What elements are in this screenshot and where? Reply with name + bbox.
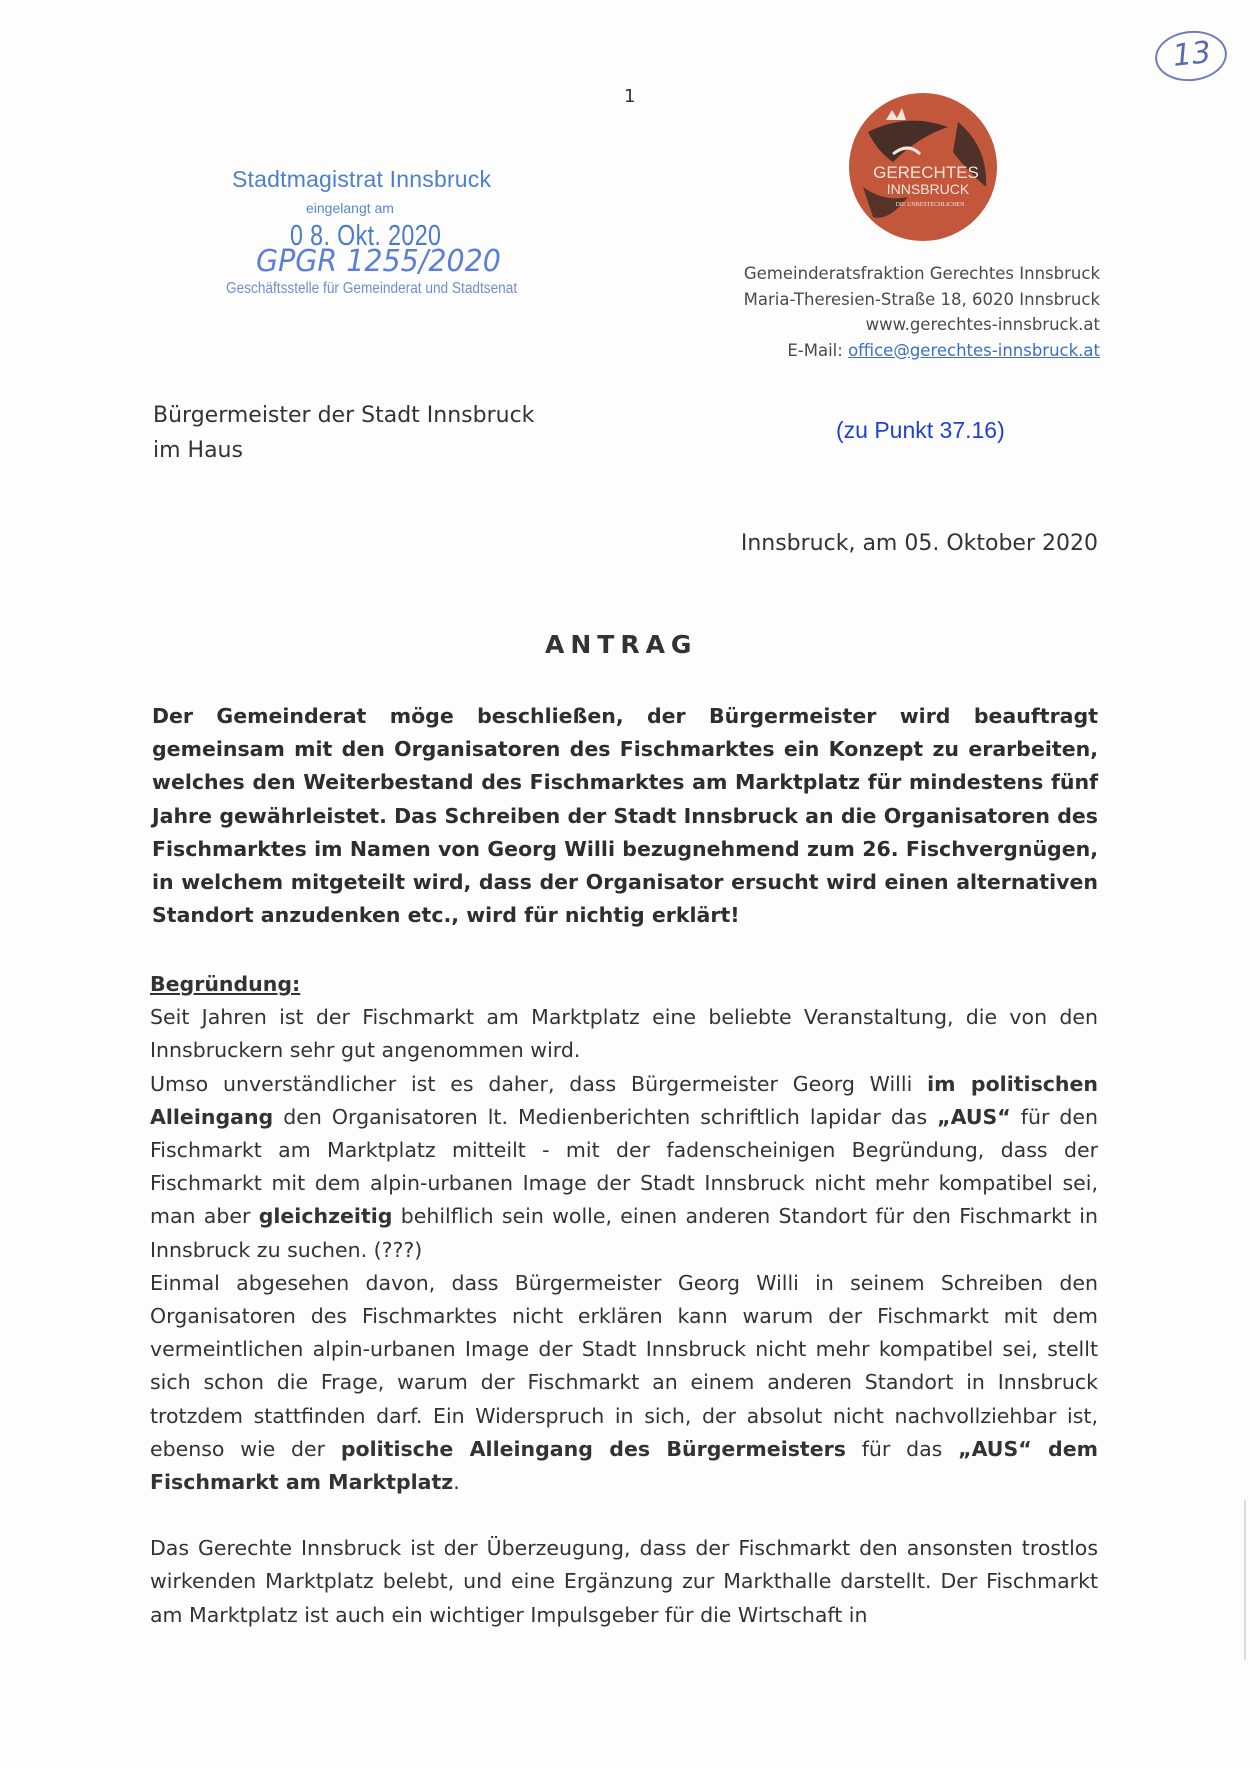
- paragraph-gap: [150, 1499, 1098, 1532]
- p3-bold-b: politische Alleingang des Bürgermeisters: [340, 1436, 846, 1461]
- sender-email-label: E-Mail:: [787, 340, 849, 360]
- sender-website[interactable]: www.gerechtes-innsbruck.at: [865, 315, 1100, 334]
- p2-text-e: für den Fischmarkt am Marktplatz mitteilt - mit der fadenscheinigen Begründung, dass der Fischmarkt mit dem alpin-urbanen Image der Stadt Innsbruck nicht mehr kompatibel sei, man aber: [150, 1104, 1099, 1229]
- justification-section: [150, 968, 1098, 1632]
- logo-line1: GERECHTES: [873, 163, 979, 182]
- sender-address: Maria-Theresien-Straße 18, 6020 Innsbruck: [743, 289, 1100, 309]
- p2-text-c: den Organisatoren lt. Medienberichten schriftlich lapidar das: [273, 1104, 938, 1129]
- motion-text: Der Gemeinderat möge beschließen, der Bürgermeister wird beauftragt gemeinsam mit den Organisatoren des Fischmarktes ein Konzept zu erarbeiten, welches den Weiterbestand des Fischmarktes am Marktplatz für mindestens fünf Jahre gewährleistet. Das Schreiben der Stadt Innsbruck an die Organisatoren des Fischmarktes im Namen von Georg Willi bezugnehmend zum 26. Fischvergnügen, in welchem mitgeteilt wird, dass der Organisator ersucht wird einen alternativen Standort anzudenken etc., wird für nichtig erklärt!: [152, 704, 1098, 928]
- stamp-title: Stadtmagistrat Innsbruck: [232, 166, 492, 192]
- logo-line3: DIE UNBESTECHLICHEN: [895, 202, 965, 208]
- page-number: 1: [624, 86, 636, 107]
- justification-paragraph-2: [150, 1068, 1098, 1267]
- justification-paragraph-1: Seit Jahren ist der Fischmarkt am Marktplatz eine beliebte Veranstaltung, die von den Innsbruckern sehr gut angenommen wird.: [150, 1005, 1098, 1063]
- p2-bold-d: „AUS“: [937, 1104, 1011, 1129]
- justification-paragraph-4: Das Gerechte Innsbruck ist der Überzeugung, dass der Fischmarkt den ansonsten trostlos wirkenden Marktplatz belebt, und eine Ergänzung zur Markthalle darstellt. Der Fischmarkt am Marktplatz ist auch ein wichtiger Impulsgeber für die Wirtschaft in: [150, 1536, 1098, 1627]
- stamp-received-label: eingelangt am: [306, 200, 394, 216]
- p3-text-a: Einmal abgesehen davon, dass Bürgermeister Georg Willi in seinem Schreiben den Organisatoren des Fischmarktes nicht erklären kann warum der Fischmarkt mit dem vermeintlichen alpin-urbanen Image der Stadt Innsbruck nicht mehr kompatibel sei, stellt sich schon die Frage, warum der Fischmarkt an einem anderen Standort in Innsbruck trotzdem stattfinden darf. Ein Widerspruch in sich, der absolut nicht nachvollziehbar ist, ebenso wie der: [150, 1270, 1098, 1461]
- p2-text-g: behilflich sein wolle, einen anderen Standort für den Fischmarkt in Innsbruck zu suchen. (???): [150, 1204, 1098, 1262]
- sender-name: Gemeinderatsfraktion Gerechtes Innsbruck: [743, 264, 1100, 283]
- stamp-office: Geschäftsstelle für Gemeinderat und Stadtsenat: [226, 280, 518, 297]
- received-stamp: [200, 160, 540, 320]
- stamp-reference: GPGR 1255/2020: [256, 244, 501, 279]
- recipient-line1: Bürgermeister der Stadt Innsbruck: [153, 403, 535, 428]
- scan-edge-mark: [1244, 1500, 1246, 1660]
- date-line: Innsbruck, am 05. Oktober 2020: [740, 531, 1098, 556]
- handwritten-page-mark-number: 13: [1171, 34, 1213, 74]
- p2-bold-b: im politischen Alleingang: [150, 1071, 1099, 1129]
- logo-line2: INNSBRUCK: [886, 181, 970, 197]
- sender-email-line: [700, 338, 1100, 364]
- p3-text-e: .: [453, 1470, 460, 1495]
- sender-block: [700, 261, 1100, 363]
- justification-paragraph-3: [150, 1267, 1098, 1499]
- justification-heading: Begründung:: [150, 972, 301, 996]
- p2-bold-f: gleichzeitig: [258, 1204, 393, 1229]
- recipient-line2: im Haus: [153, 438, 243, 463]
- p3-text-c: für das: [845, 1436, 959, 1461]
- agenda-reference: (zu Punkt 37.16): [836, 417, 1005, 443]
- party-logo: [848, 92, 998, 242]
- p2-text-a: Umso unverständlicher ist es daher, dass Bürgermeister Georg Willi: [150, 1071, 928, 1096]
- handwritten-page-mark: [1153, 27, 1230, 84]
- recipient-block: [153, 398, 534, 468]
- document-heading: ANTRAG: [545, 630, 698, 659]
- sender-email-link[interactable]: office@gerechtes-innsbruck.at: [848, 340, 1100, 360]
- p3-bold-d: „AUS“ dem Fischmarkt am Marktplatz: [150, 1436, 1098, 1495]
- stamp-date: 0 8. Okt. 2020: [290, 220, 442, 252]
